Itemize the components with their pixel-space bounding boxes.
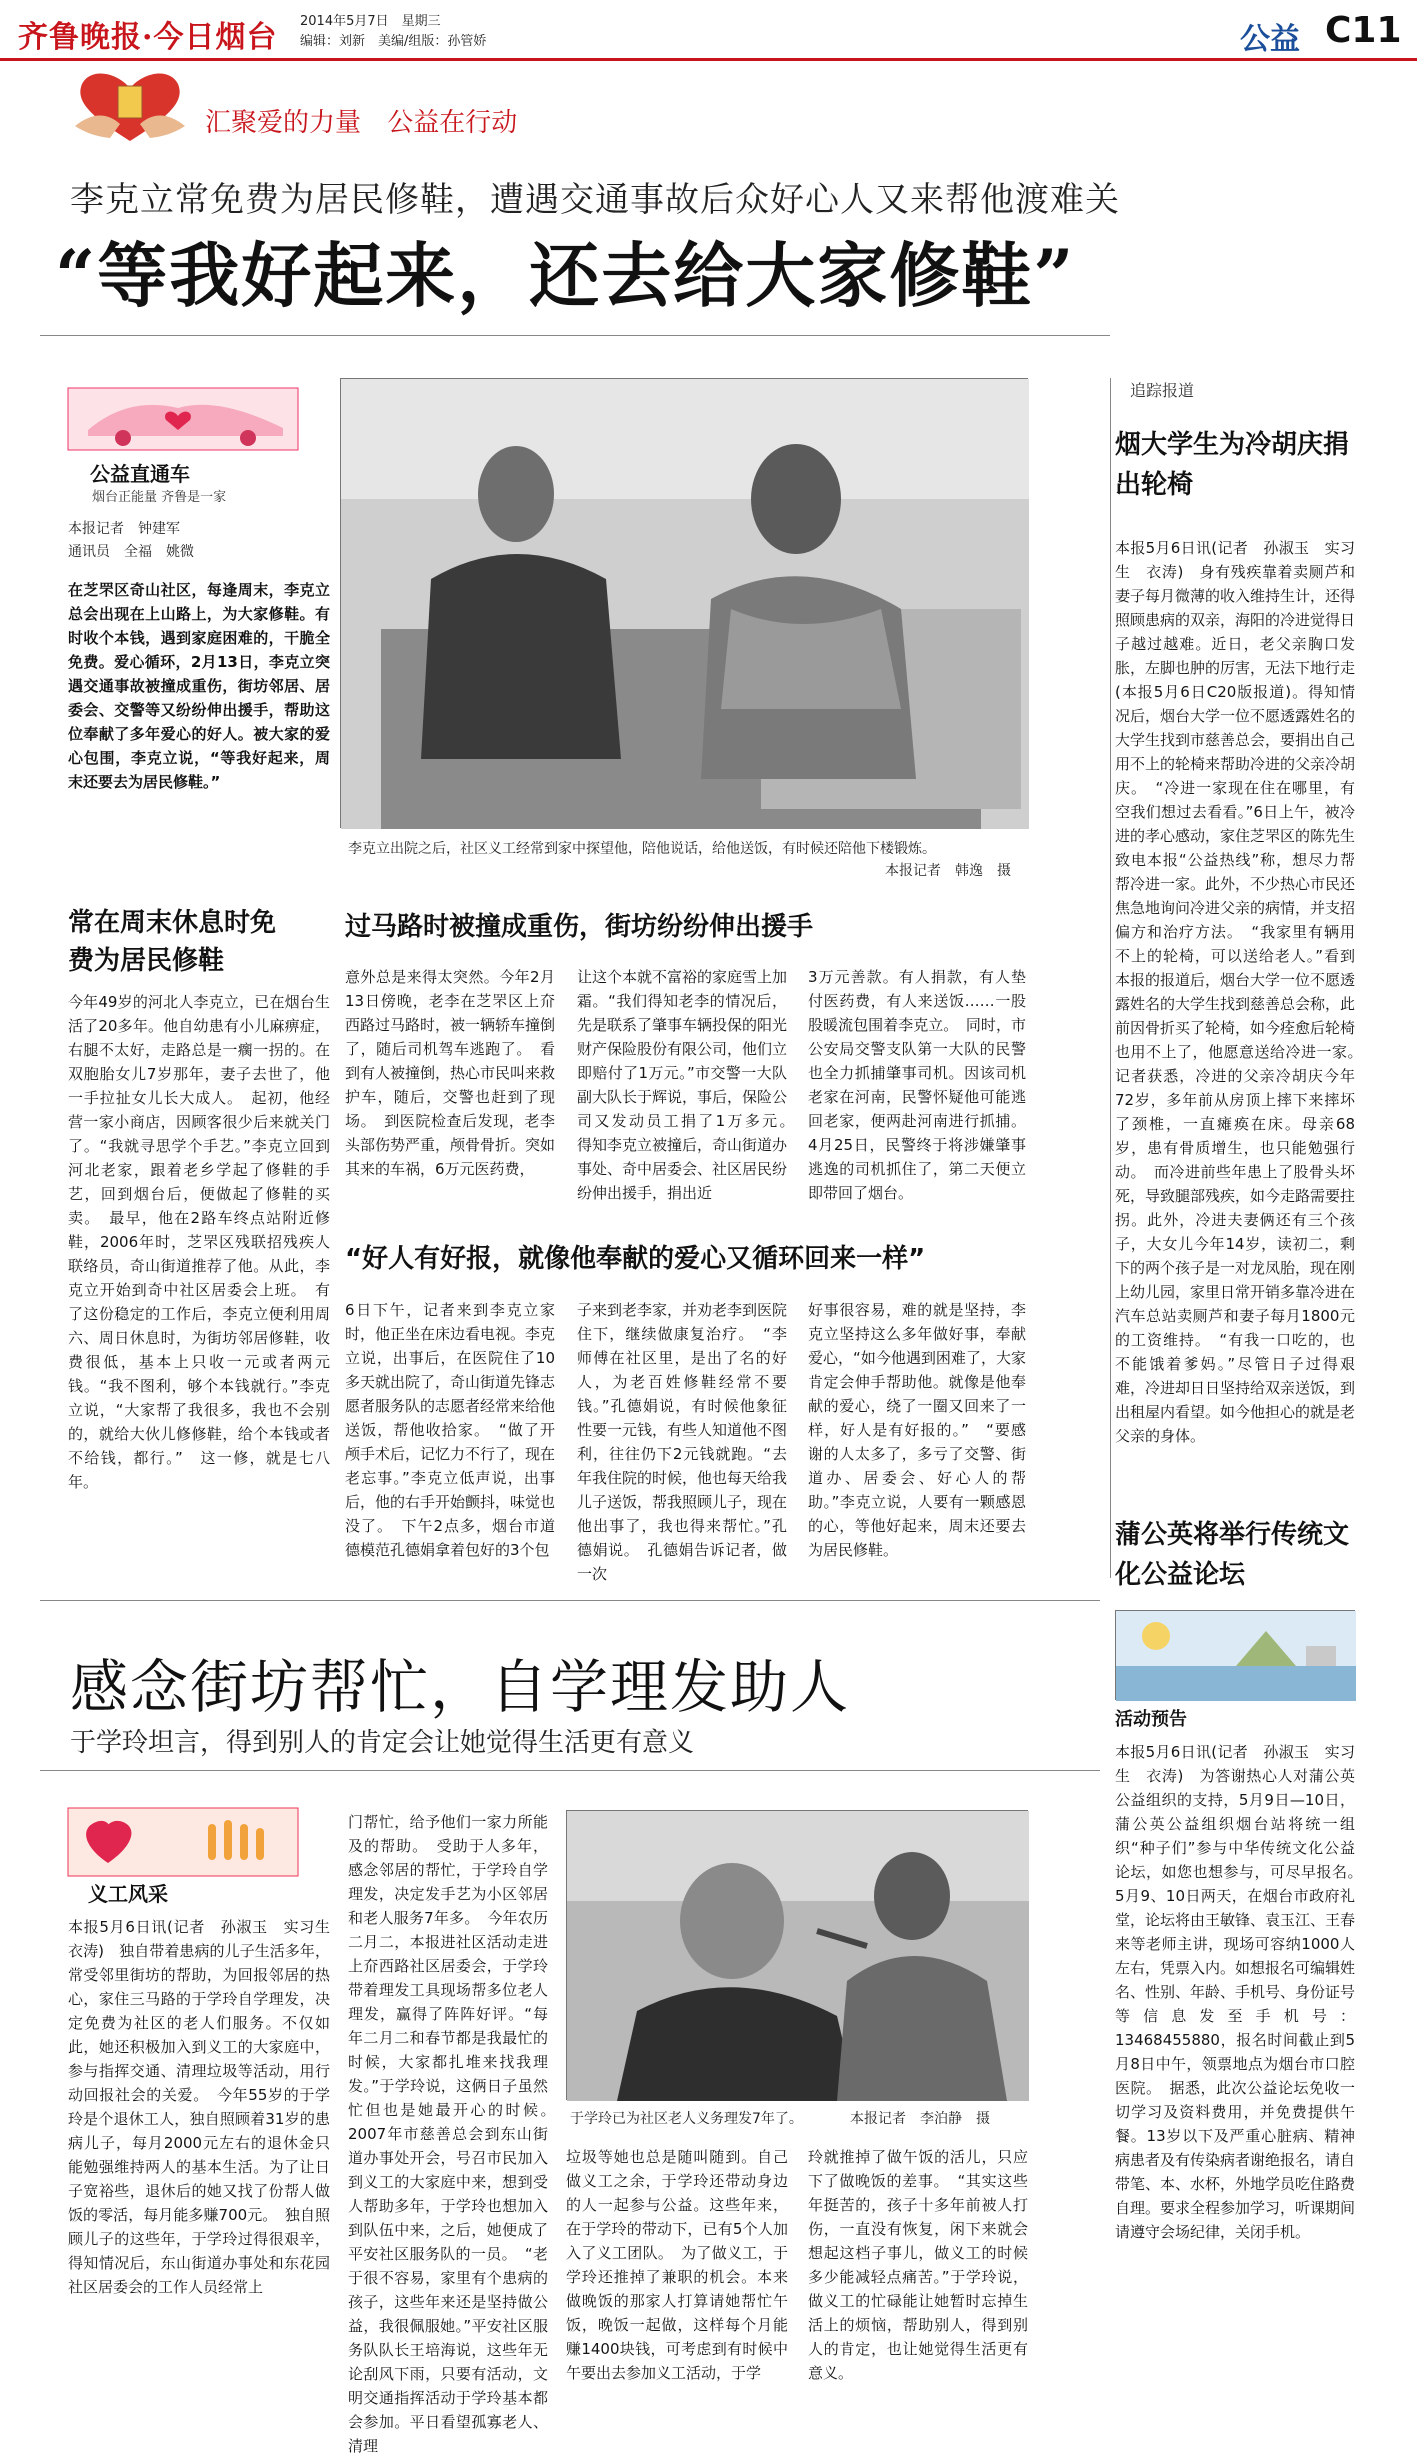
column-badge-subtitle: 烟台正能量 齐鲁是一家: [92, 490, 227, 505]
column-divider: [1110, 378, 1111, 1578]
divider: [40, 335, 1110, 336]
sidebar1-tag: 追踪报道: [1130, 381, 1195, 400]
article2-photo: [566, 1810, 1028, 2100]
section-name: 公益: [1240, 22, 1300, 57]
article1-subhead-3: “好人有好报，就像他奉献的爱心又循环回来一样”: [345, 1244, 926, 1274]
sidebar1-body: 本报5月6日讯(记者 孙淑玉 实习生 衣涛) 身有残疾靠着卖厕芦和妻子每月微薄的收入维持生计，还得照顾患病的双亲，海阳的冷进觉得日子越过越难。近日，老父亲胸口发胀，左脚也肿的厉害，无法下地行走(本报5月6日C20版报道)。得知情况后，烟台大学一位不愿透露姓名的大学生找到市慈善总会，要捐出自己用不上的轮椅来帮助冷进的父亲冷胡庆。 “冷进一家现在住在哪里，有空我们想过去看看。”6日上午，被冷进的孝心感动，家住芝罘区的陈先生致电本报“公益热线”称，想尽力帮帮冷进一家。此外，不少热心市民还焦急地询问冷进父亲的病情，并支招偏方和治疗方法。 “我家里有辆用不上的轮椅，可以送给老人。”看到本报的报道后，烟台大学一位不愿透露姓名的大学生找到慈善总会称，此前因骨折买了轮椅，如今痊愈后轮椅也用不上了，他愿意送给冷进一家。 记者获悉，冷进的父亲冷胡庆今年72岁，多年前从房顶上摔下来摔坏了颈椎，一直瘫痪在床。母亲68岁，患有骨质增生，也只能勉强行动。 而冷进前些年患上了股骨头坏死，导致腿部残疾，如今走路需要拄拐。此外，冷进夫妻俩还有三个孩子，大女儿今年14岁，读初二，剩下的两个孩子是一对龙凤胎，现在刚上幼儿园，家里日常开销多靠冷进在汽车总站卖厕芦和妻子每月1800元的工资维持。 “有我一口吃的，也不能饿着爹妈。”尽管日子过得艰难，冷进却日日坚持给双亲送饭，到出租屋内看望。如今他担心的就是老父亲的身体。: [1115, 539, 1371, 1445]
sidebar2-title: 蒲公英将举行传统文化公益论坛: [1115, 1520, 1350, 1590]
divider: [40, 1770, 1100, 1771]
article1-photo: [340, 378, 1028, 828]
article1-lead: 在芝罘区奇山社区，每逢周末，李克立总会出现在上山路上，为大家修鞋。有时收个本钱，遇到家庭困难的，干脆全免费。爱心循环，2月13日，李克立突遇交通事故被撞成重伤，街坊邻居、居委会、交警等又纷纷伸出援手，帮助这位奉献了多年爱心的好人。被大家的爱心包围，李克立说，“等我好起来，周末还要去为居民修鞋。”: [68, 581, 330, 791]
article1-section3-col3: 好事很容易，难的就是坚持，李克立坚持这么多年做好事，奉献爱心，“如今他遇到困难了，大家肯定会伸手帮助他。就像是他奉献的爱心，绕了一圈又回来了一样，好人是有好报的。” “要感谢的人太多了，多亏了交警、街道办、居委会、好心人的帮助。”李克立说，人要有一颗感恩的心，等他好起来，周末还要去为居民修鞋。: [808, 1301, 1026, 1559]
article1-section3-col1: 6日下午，记者来到李克立家时，他正坐在床边看电视。李克立说，出事后，在医院住了10多天就出院了，奇山街道先锋志愿者服务队的志愿者经常来给他送饭，帮他收拾家。 “做了开颅手术后，记忆力不行了，现在老忘事。”李克立低声说，出事后，他的右手开始颤抖，味觉也没了。 下午2点多，烟台市道德模范孔德娟拿着包好的3个包: [345, 1301, 556, 1559]
sidebar2-body: 本报5月6日讯(记者 孙淑玉 实习生 衣涛) 为答谢热心人对蒲公英公益组织的支持，5月9日—10日，蒲公英公益组织烟台站将统一组织“种子们”参与中华传统文化公益论坛，如您也想参与，可尽早报名。 5月9、10日两天，在烟台市政府礼堂，论坛将由王敏锋、袁玉江、王春来等老师主讲，现场可容纳1000人左右，凭票入内。如想报名可编辑姓名、性别、年龄、手机号、身份证号等信息发至手机号：13468455880，报名时间截止到5月8日中午，领票地点为烟台市口腔医院。 据悉，此次公益论坛免收一切学习及资料费用，并免费提供午餐。13岁以下及严重心脏病、精神病患者及有传染病者谢绝报名，请自带笔、本、水杯，外地学员吃住路费自理。要求全程参加学习，听课期间请遵守会场纪律，关闭手机。: [1115, 1743, 1371, 2241]
byline-reporter: 本报记者 钟建军: [68, 521, 180, 537]
newspaper-logo: 齐鲁晚报·今日烟台: [18, 20, 278, 55]
article1-photo-credit: 本报记者 韩逸 摄: [885, 863, 1011, 879]
article2-col3: 垃圾等她也总是随叫随到。自己做义工之余，于学玲还带动身边的人一起参与公益。这些年来，在于学玲的带动下，已有5个人加入了义工团队。 为了做义工，于学玲还推掉了兼职的机会。本来做晚饭的那家人打算请她帮忙午饭，晚饭一起做，这样每个月能赚1400块钱，可考虑到有时候中午要出去参加义工活动，于学: [566, 2148, 788, 2382]
sidebar2-illustration: [1115, 1610, 1355, 1700]
header-divider: [0, 58, 1417, 61]
banner-slogan: 汇聚爱的力量 公益在行动: [205, 108, 518, 138]
column-badge: [68, 388, 298, 450]
article2-col1: 本报5月6日讯(记者 孙淑玉 实习生 衣涛) 独自带着患病的儿子生活多年，常受邻里街坊的帮助，为回报邻居的热心，家住三马路的于学玲自学理发，决定免费为社区的老人们服务。不仅如此，她还积极加入到义工的大家庭中，参与指挥交通、清理垃圾等活动，用行动回报社会的关爱。 今年55岁的于学玲是个退休工人，独自照顾着31岁的患病儿子，每月2000元左右的退休金只能勉强维持两人的基本生活。为了让日子宽裕些，退休后的她又找了份帮人做饭的零活，每月能多赚700元。 独自照顾儿子的这些年，于学玲过得很艰辛，得知情况后，东山街道办事处和东花园社区居委会的工作人员经常上: [68, 1918, 346, 2296]
column-badge: [68, 1808, 298, 1876]
article2-deck: 于学玲坦言，得到别人的肯定会让她觉得生活更有意义: [70, 1728, 695, 1758]
article1-section2-col2: 让这个本就不富裕的家庭雪上加霜。“我们得知老李的情况后，先是联系了肇事车辆投保的阳光财产保险股份有限公司，他们立即赔付了1万元。”市交警一大队副大队长于辉说，事后，保险公司又发动员工捐了1万多元。 得知李克立被撞后，奇山街道办事处、奇中居委会、社区居民纷纷伸出援手，捐出近: [577, 968, 803, 1202]
article1-headline: “等我好起来，还去给大家修鞋”: [55, 234, 1076, 317]
article2-photo-credit: 本报记者 李泊静 摄: [850, 2111, 990, 2127]
sidebar2-tag: 活动预告: [1115, 1709, 1187, 1730]
article1-section2-col3: 3万元善款。有人捐款，有人垫付医药费，有人来送饭……一股股暖流包围着李克立。 同时，市公安局交警支队第一大队的民警也全力抓捕肇事司机。因该司机老家在河南，民警怀疑他可能逃回老家，便两赴河南进行抓捕。4月25日，民警终于将涉嫌肇事逃逸的司机抓住了，第二天便立即带回了烟台。: [808, 968, 1026, 1202]
article1-section1-text: 今年49岁的河北人李克立，已在烟台生活了20多年。他自幼患有小儿麻痹症，右腿不太好，走路总是一瘸一拐的。在双胞胎女儿7岁那年，妻子去世了，他一手拉扯女儿长大成人。 起初，他经营一家小商店，因顾客很少后来就关门了。“我就寻思学个手艺。”李克立回到河北老家，跟着老乡学起了修鞋的手艺，回到烟台后，便做起了修鞋的买卖。 最早，他在2路车终点站附近修鞋，2006年时，芝罘区残联招残疾人联络员，奇山街道推荐了他。从此，李克立开始到奇中社区居委会上班。 有了这份稳定的工作后，李克立便利用周六、周日休息时，为街坊邻居修鞋，收费很低，基本上只收一元或者两元钱。“我不图利，够个本钱就行。”李克立说，“大家帮了我很多，我也不会别的，就给大伙儿修修鞋，给个本钱或者不给钱，都行。” 这一修，就是七八年。: [68, 993, 330, 1491]
article2-badge-title: 义工风采: [88, 1882, 168, 1906]
article1-kicker: 李克立常免费为居民修鞋，遭遇交通事故后众好心人又来帮他渡难关: [70, 180, 1120, 220]
page-number: C11: [1325, 10, 1402, 51]
article2-col2: 门帮忙，给予他们一家力所能及的帮助。 受助于人多年，感念邻居的帮忙，于学玲自学理发，决定发手艺为小区邻居和老人服务7年多。 今年农历二月二，本报进社区活动走进上夼西路社区居委会，于学玲带着理发工具现场帮多位老人理发，赢得了阵阵好评。“每年二月二和春节都是我最忙的时候，大家都扎堆来找我理发。”于学玲说，这俩日子虽然忙但也是她最开心的时候。 2007年市慈善总会到东山街道办事处开会，号召市民加入到义工的大家庭中来，想到受人帮助多年，于学玲也想加入到队伍中来，之后，她便成了平安社区服务队的一员。 “老于很不容易，家里有个患病的孩子，这些年来还是坚持做公益，我很佩服她。”平安社区服务队队长王培海说，这些年无论刮风下雨，只要有活动，文明交通指挥活动于学玲基本都会参加。平日看望孤寡老人、清理: [348, 1813, 564, 2455]
article1-subhead-1: 常在周末休息时免费为居民修鞋: [68, 908, 277, 976]
article2-headline: 感念街坊帮忙，自学理发助人: [70, 1653, 851, 1721]
article1-photo-caption: 李克立出院之后，社区义工经常到家中探望他，陪他说话，给他送饭，有时候还陪他下楼锻炼。: [348, 841, 936, 857]
issue-info: [300, 12, 486, 52]
sidebar1-title: 烟大学生为冷胡庆捐出轮椅: [1115, 430, 1350, 500]
article1-subhead-2: 过马路时被撞成重伤，街坊纷纷伸出援手: [345, 912, 814, 942]
article2-col4: 玲就推掉了做午饭的活儿，只应下了做晚饭的差事。 “其实这些年挺苦的，孩子十多年前被人打伤，一直没有恢复，闲下来就会想起这档子事儿，做义工的时候多少能减轻点痛苦。”于学玲说，做义工的忙碌能让她暂时忘掉生活上的烦恼，帮助别人，得到别人的肯定，也让她觉得生活更有意义。: [808, 2148, 1028, 2382]
column-badge-title: 公益直通车: [90, 462, 190, 486]
heart-hands-icon: [70, 66, 190, 146]
divider: [40, 1600, 1100, 1601]
editor-credits: 编辑：刘新 美编/组版：孙管娇: [300, 34, 487, 49]
byline-correspondent: 通讯员 全福 姚微: [68, 544, 194, 560]
article1-section3-col2: 子来到老李家，并劝老李到医院住下，继续做康复治疗。 “李师傅在社区里，是出了名的好人，为老百姓修鞋经常不要钱。”孔德娟说，有时候他象征性要一元钱，有些人知道他不图利，往往仍下2元钱就跑。“去年我住院的时候，他也每天给我儿子送饭，帮我照顾儿子，现在他出事了，我也得来帮忙。”孔德娟说。 孔德娟告诉记者，做一次: [577, 1301, 788, 1583]
issue-date: 2014年5月7日 星期三: [300, 14, 441, 29]
article2-photo-caption: 于学玲已为社区老人义务理发7年了。: [570, 2111, 803, 2127]
article1-section2-col1: 意外总是来得太突然。今年2月13日傍晚，老李在芝罘区上夼西路过马路时，被一辆轿车撞倒了，随后司机驾车逃跑了。 看到有人被撞倒，热心市民叫来救护车，随后，交警也赶到了现场。 到医院检查后发现，老李头部伤势严重，颅骨骨折。突如其来的车祸，6万元医药费，: [345, 968, 556, 1178]
